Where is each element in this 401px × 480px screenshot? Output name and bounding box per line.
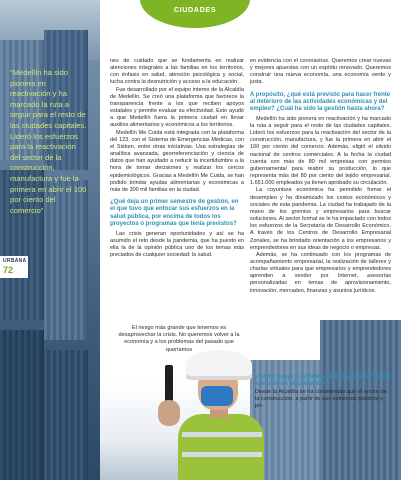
safety-vest xyxy=(178,414,264,480)
face-mask xyxy=(201,386,233,406)
container-yard-photo xyxy=(0,0,100,480)
pull-quote: El riesgo más grande que tenemos es desaprovechar la crisis. No queremos volver a la economía y a los problemas del pasado que queríamos xyxy=(118,325,240,353)
paragraph: en evidencia con el coronavirus. Queremos crear nuevas y mejores apuestas con un espíritu renovado. Queremos construir una nueva economía, una economía verde y justa. xyxy=(250,58,391,86)
shipping-container xyxy=(0,330,44,480)
page-badge xyxy=(0,256,28,278)
page-number: 72 xyxy=(3,265,14,275)
paragraph: nes de cuidado que se fundamenta en realizar atenciones integrales a las familias en los territorios, con énfasis en salud, atención psicológica y social, lucha contra la desnutrición y acceso a la educación. xyxy=(110,58,244,86)
worker-hand xyxy=(158,400,180,426)
paragraph: La coyuntura económica ha permitido frenar el desempleo y ha dinamizado los costos económicos y sociales de esta pandemia. La ciudad ha trabajado de la mano de los gremios y empresarios para buscar soluciones. Al sector formal se le ha impactado con todos los esfuerzos de la Secretaría de Desarrollo Económico. A través de los Centros de Desarrollo Empresarial Zonales, se ha brindado orientación a los empresarios y emprendedores en sus ideas de negocio o empresas. xyxy=(250,187,391,251)
interview-question: A propósito, ¿qué está previsto para hacer frente al deterioro de las actividades económicas y del empleo? ¿Cuál ha sido la gestión hasta ahora? xyxy=(250,91,391,113)
article-column-2 xyxy=(250,58,391,295)
article-column-1 xyxy=(110,58,244,259)
reflective-stripe xyxy=(182,432,262,437)
paragraph: Las crisis generan oportunidades y así se ha asumido el reto desde la pandemia, que ha puesto en ella la de la opinión pública uno de los temas más preciados de cualquier sociedad: la salud. xyxy=(110,230,244,259)
paragraph: Medellín ha sido pionera en reactivación y ha marcado la ruta a seguir para el resto de las ciudades capitales. Lideró los esfuerzos para la reactivación del sector de la construcción, manufactura, y fue la primera en abrir el 100 por ciento del comercio. Además, eligió el silvido nacional de centros comerciales. A la fecha la ciudad cuenta con más de 80 mil empresas con permiso gubernamental para reabrir su producción, lo que representa más del 80 por ciento del tejido empresarial. 1.651.000 empleados ya tienen aprobado su circulación. xyxy=(250,115,391,187)
interview-question: ¿Cómo juega la actividad edificadora dentro de ese plan de reactivación? xyxy=(255,374,391,388)
paragraph: Además, se ha continuado con los programas de acompañamiento empresarial, la realización de talleres y charlas virtuales para que empresarios y emprendedores aprenden a vender por Internet, asesorías personalizadas en temas de aprovisionamiento, innovación, mercadeo, finanzas y asuntos jurídicos. xyxy=(250,251,391,294)
paragraph: Medellín Me Cuida está integrada con la plataforma del 123, con el Sistema de Emergencias Médicas, con el Sisben, entre otras iniciativas. Usa estrategias de analítica avanzada, georreferenciación y ciencia de datos que han ayudado a reducir la incertidumbre a la hora de tomar decisiones y realizar los cercos epidemiológicos. Gracias a Medellín Me Cuida, se han podido brindar ayudas alimentarias y económicas a más de 300 mil familias en la ciudad. xyxy=(110,129,244,193)
paragraph: Fue desarrollado por el equipo interno de la Alcaldía de Medellín. Se creó una plataforma que favorece la transparencia frente a los que reciben apoyos estatales y permite evaluar su efectividad. Esto ayudó a que Medellín fuera la primera ciudad en llevar auxilios alimentarios y económicos a los territorios. xyxy=(110,86,244,129)
paragraph: Desde la Alcaldía se ha considerado que el sector de la construcción, a partir de sus esfuerzos públicos y pri- xyxy=(255,388,387,410)
closing-section xyxy=(255,374,391,410)
section-title: CIUDADES xyxy=(173,5,217,14)
magazine-name: URBANA xyxy=(3,258,27,264)
reflective-stripe xyxy=(182,452,262,457)
sidebar-quote: "Medellín ha sido pionera en reactivación y ha marcado la ruta a seguir para el resto de las ciudades capitales. Lideró los esfuerzos para la reactivación del sector de la construcción, manufactura y fue la primera en abrir el 100 por ciento del comercio" xyxy=(10,68,87,215)
shipping-container xyxy=(44,350,88,480)
interview-question: ¿Qué deja un primer semestre de gestión, en el que tuvo que enfocar sus esfuerzos en la salud pública, por encima de todos los proyectos o programas que tenía previstos? xyxy=(110,198,239,228)
hard-hat xyxy=(186,350,252,380)
